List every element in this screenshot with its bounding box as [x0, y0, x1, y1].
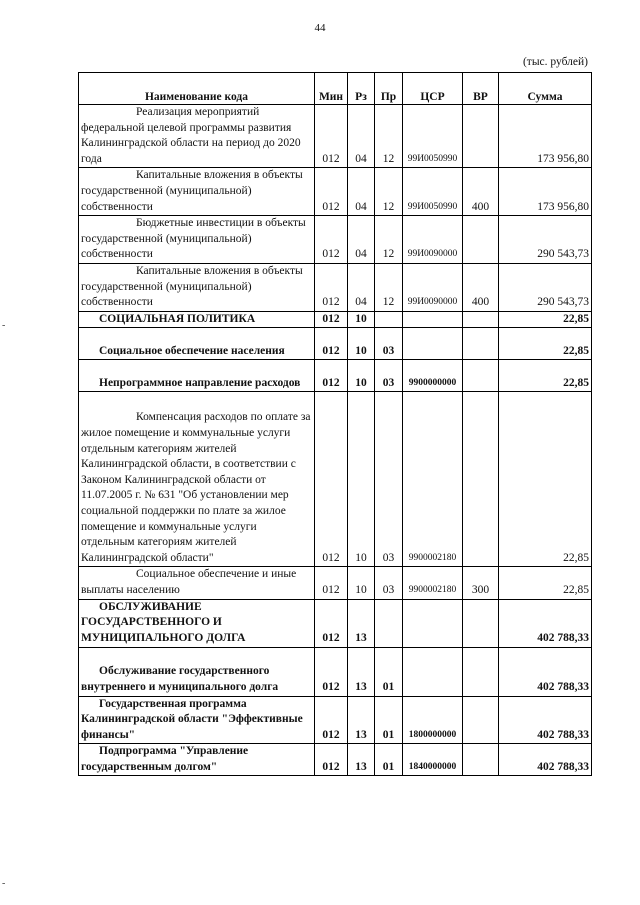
table-row — [79, 647, 592, 696]
table-header-row — [79, 73, 592, 105]
row-rz: 13 — [348, 744, 375, 776]
row-min: 012 — [315, 599, 348, 647]
row-vr: 300 — [463, 567, 499, 599]
row-csr — [403, 599, 463, 647]
row-min: 012 — [315, 696, 348, 744]
table-row — [79, 360, 592, 392]
row-min: 012 — [315, 744, 348, 776]
row-name: Государственная программа Калининградской области "Эффективные финансы" — [79, 696, 315, 744]
row-pr: 03 — [375, 328, 403, 360]
header-rz: Рз — [348, 73, 375, 105]
margin-mark: - — [2, 878, 6, 889]
row-vr: 400 — [463, 263, 499, 311]
row-rz: 04 — [348, 168, 375, 216]
row-min: 012 — [315, 567, 348, 599]
row-sum: 290 543,73 — [499, 263, 592, 311]
row-csr: 99И0050990 — [403, 105, 463, 168]
table-row — [79, 696, 592, 744]
row-pr: 01 — [375, 744, 403, 776]
row-sum: 22,85 — [499, 360, 592, 392]
row-rz: 10 — [348, 328, 375, 360]
row-min: 012 — [315, 328, 348, 360]
row-csr: 99И0090000 — [403, 216, 463, 264]
row-sum: 22,85 — [499, 392, 592, 567]
row-sum: 290 543,73 — [499, 216, 592, 264]
row-vr — [463, 216, 499, 264]
row-sum: 402 788,33 — [499, 696, 592, 744]
row-rz: 10 — [348, 567, 375, 599]
row-csr: 99И0090000 — [403, 263, 463, 311]
budget-table — [78, 72, 592, 776]
row-vr — [463, 360, 499, 392]
row-min: 012 — [315, 311, 348, 328]
table-row — [79, 216, 592, 264]
row-rz: 10 — [348, 311, 375, 328]
row-sum: 402 788,33 — [499, 744, 592, 776]
row-vr: 400 — [463, 168, 499, 216]
row-csr: 99И0050990 — [403, 168, 463, 216]
table-row — [79, 744, 592, 776]
row-min: 012 — [315, 216, 348, 264]
row-sum: 173 956,80 — [499, 168, 592, 216]
header-name: Наименование кода — [79, 73, 315, 105]
row-sum: 22,85 — [499, 328, 592, 360]
header-vr: ВР — [463, 73, 499, 105]
row-name: Бюджетные инвестиции в объекты государственной (муниципальной) собственности — [79, 216, 315, 264]
row-vr — [463, 696, 499, 744]
row-min: 012 — [315, 263, 348, 311]
row-name: Подпрограмма "Управление государственным долгом" — [79, 744, 315, 776]
table-row — [79, 392, 592, 567]
row-pr: 03 — [375, 360, 403, 392]
row-rz: 04 — [348, 105, 375, 168]
row-sum: 173 956,80 — [499, 105, 592, 168]
row-sum: 402 788,33 — [499, 599, 592, 647]
row-rz: 13 — [348, 696, 375, 744]
row-name: СОЦИАЛЬНАЯ ПОЛИТИКА — [79, 311, 315, 328]
row-min: 012 — [315, 392, 348, 567]
row-csr: 1800000000 — [403, 696, 463, 744]
table-row — [79, 328, 592, 360]
header-pr: Пр — [375, 73, 403, 105]
row-vr — [463, 744, 499, 776]
row-csr — [403, 647, 463, 696]
row-pr: 03 — [375, 567, 403, 599]
row-name: Компенсация расходов по оплате за жилое помещение и коммунальные услуги отдельным категориям жителей Калининградской области, в соответствии с Законом Калининградской области от 11.07.2005 г. № 631 "Об установлении мер социальной поддержки по плате за жилое помещение и коммунальные услуги отдельным категориям жителей Калининградской области" — [79, 392, 315, 567]
row-pr: 01 — [375, 696, 403, 744]
row-min: 012 — [315, 168, 348, 216]
row-pr: 01 — [375, 647, 403, 696]
table-row — [79, 311, 592, 328]
table-row — [79, 105, 592, 168]
row-name: Социальное обеспечение и иные выплаты населению — [79, 567, 315, 599]
header-csr: ЦСР — [403, 73, 463, 105]
table-row — [79, 168, 592, 216]
row-vr — [463, 647, 499, 696]
row-name: Капитальные вложения в объекты государственной (муниципальной) собственности — [79, 168, 315, 216]
row-csr: 1840000000 — [403, 744, 463, 776]
row-vr — [463, 328, 499, 360]
row-pr: 12 — [375, 168, 403, 216]
row-pr: 03 — [375, 392, 403, 567]
row-min: 012 — [315, 360, 348, 392]
row-min: 012 — [315, 105, 348, 168]
table-row — [79, 263, 592, 311]
header-min: Мин — [315, 73, 348, 105]
row-name: ОБСЛУЖИВАНИЕ ГОСУДАРСТВЕННОГО И МУНИЦИПАЛЬНОГО ДОЛГА — [79, 599, 315, 647]
row-pr — [375, 311, 403, 328]
row-pr: 12 — [375, 216, 403, 264]
page-number: 44 — [314, 22, 326, 34]
row-rz: 04 — [348, 216, 375, 264]
margin-mark: - — [2, 320, 6, 331]
row-name: Непрограммное направление расходов — [79, 360, 315, 392]
row-csr: 9900002180 — [403, 392, 463, 567]
row-csr — [403, 328, 463, 360]
row-rz: 13 — [348, 647, 375, 696]
row-rz: 13 — [348, 599, 375, 647]
row-pr: 12 — [375, 263, 403, 311]
header-sum: Сумма — [499, 73, 592, 105]
units-note: (тыс. рублей) — [522, 56, 588, 68]
row-pr: 12 — [375, 105, 403, 168]
row-sum: 402 788,33 — [499, 647, 592, 696]
row-csr: 9900002180 — [403, 567, 463, 599]
row-name: Реализация мероприятий федеральной целевой программы развития Калининградской области на период до 2020 года — [79, 105, 315, 168]
row-csr — [403, 311, 463, 328]
row-rz: 10 — [348, 392, 375, 567]
row-name: Обслуживание государственного внутреннего и муниципального долга — [79, 647, 315, 696]
row-csr: 9900000000 — [403, 360, 463, 392]
row-min: 012 — [315, 647, 348, 696]
row-sum: 22,85 — [499, 567, 592, 599]
row-vr — [463, 599, 499, 647]
row-vr — [463, 392, 499, 567]
row-name: Капитальные вложения в объекты государственной (муниципальной) собственности — [79, 263, 315, 311]
row-vr — [463, 105, 499, 168]
row-pr — [375, 599, 403, 647]
row-vr — [463, 311, 499, 328]
table-row — [79, 567, 592, 599]
table-row — [79, 599, 592, 647]
row-rz: 10 — [348, 360, 375, 392]
row-sum: 22,85 — [499, 311, 592, 328]
row-name: Социальное обеспечение населения — [79, 328, 315, 360]
row-rz: 04 — [348, 263, 375, 311]
